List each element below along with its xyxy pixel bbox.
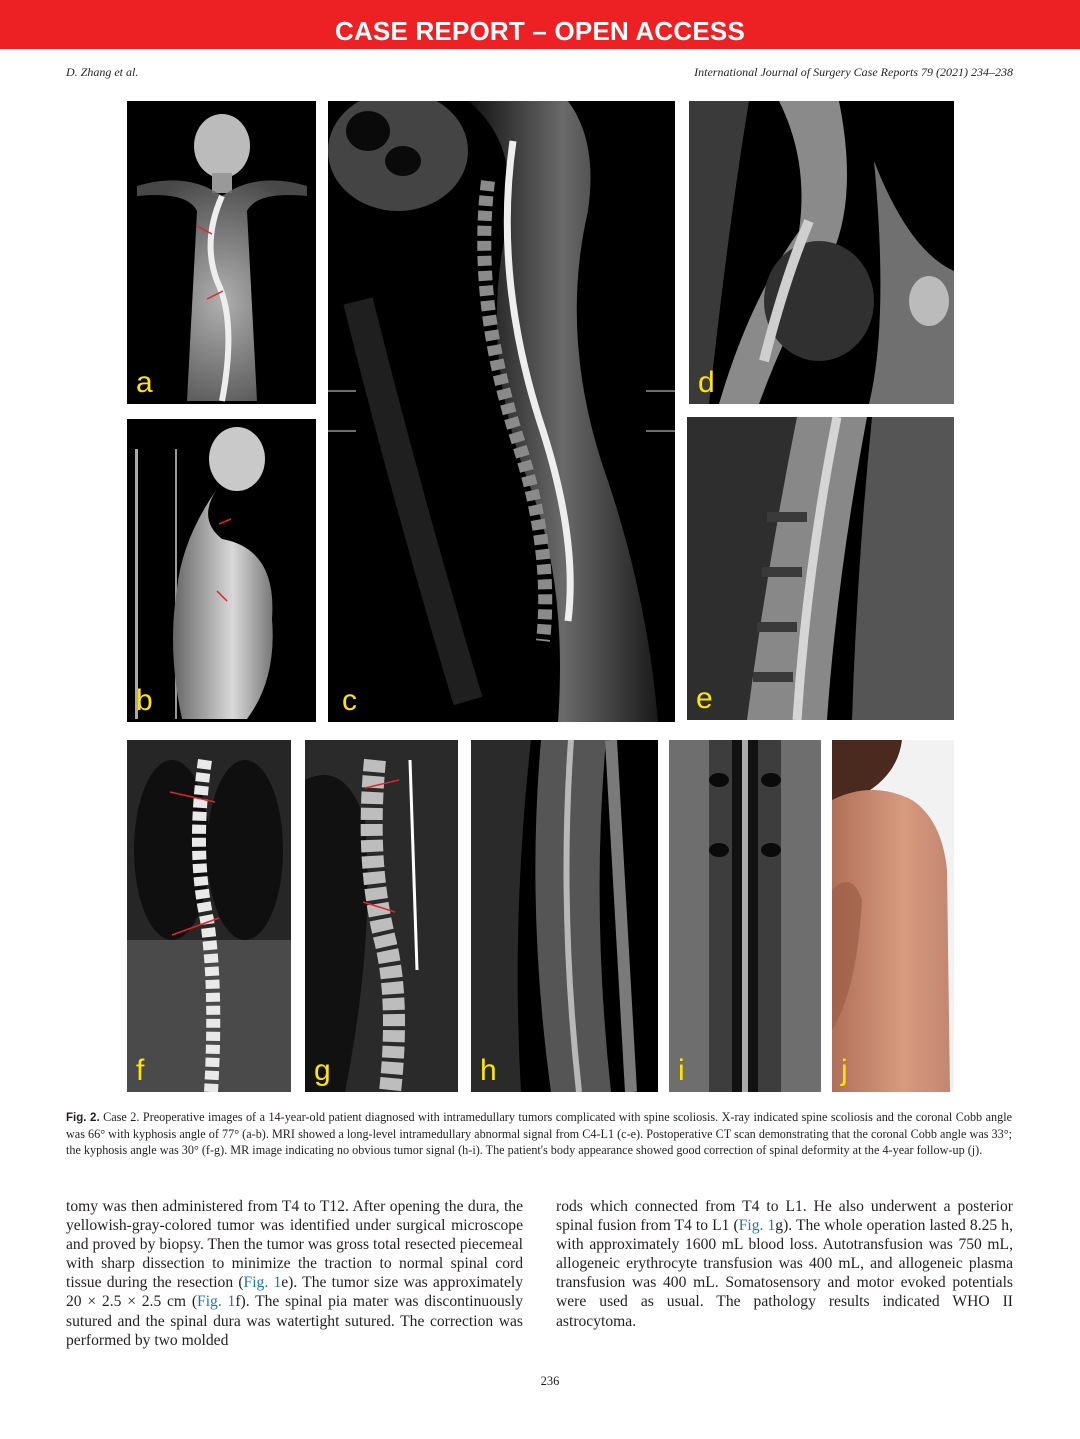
mri-sagittal-enhanced-image [687, 417, 954, 720]
figure-link[interactable]: Fig. 1 [197, 1293, 236, 1311]
figure-panel-d [689, 101, 954, 404]
panel-label: g [314, 1054, 331, 1087]
figure-panel-h [471, 740, 658, 1092]
figure-panel-e [687, 417, 954, 720]
figure-panel-j [832, 740, 954, 1092]
running-head-authors: D. Zhang et al. [66, 65, 139, 79]
panel-label: f [136, 1054, 145, 1087]
figure-panel-i [669, 740, 821, 1092]
panel-label: d [698, 366, 715, 399]
photo-back-image [832, 740, 954, 1092]
ct-coronal-image [127, 740, 291, 1092]
figure-caption [66, 1109, 1012, 1158]
panel-label: c [342, 684, 357, 717]
body-column-right [556, 1197, 1013, 1331]
figure-panel-c [328, 101, 675, 722]
figure-link[interactable]: Fig. 1 [738, 1217, 776, 1235]
caption-label: Fig. 2. [66, 1112, 100, 1124]
body-text: f). The spinal pia mater was discontinuously sutured and the spinal dura was watertight sutured. The correction was performed by two molded [66, 1293, 523, 1349]
mri-coronal-post-image [669, 740, 821, 1092]
figure-panel-a [127, 101, 316, 404]
body-text: g). The whole operation lasted 8.25 h, with approximately 1600 mL blood loss. Autotransfusion was 750 mL, allogeneic erythrocyte transfusion was 400 mL, and allogeneic plasma transfusion was 400 mL. Somatosensory and motor evoked potentials were used as usual. The pathology results indicated WHO II astrocytoma. [556, 1217, 1013, 1330]
ct-sagittal-image [305, 740, 458, 1092]
xray-sagittal-image [127, 419, 316, 722]
panel-label: a [136, 366, 153, 399]
xray-coronal-image [127, 101, 316, 404]
body-text: tomy was then administered from T4 to T12. After opening the dura, the yellowish-gray-colored tumor was identified under surgical microscope and proved by biopsy. Then the tumor was gross total resected piecemeal with sharp dissection to minimize the traction to normal spinal cord tissue during the resection ( [66, 1198, 523, 1292]
journal-banner: CASE REPORT – OPEN ACCESS [0, 0, 1080, 49]
mri-sagittal-full-image [328, 101, 675, 722]
running-head-journal: International Journal of Surgery Case Reports 79 (2021) 234–238 [694, 65, 1013, 79]
panel-label: b [136, 684, 153, 717]
body-text: rods which connected from T4 to L1. He also underwent a posterior spinal fusion from T4 to L1 ( [556, 1198, 1013, 1235]
figure-panel-f [127, 740, 291, 1092]
panel-label: h [480, 1054, 497, 1087]
panel-label: i [678, 1054, 685, 1087]
panel-label: e [696, 682, 713, 715]
body-column-left [66, 1197, 523, 1350]
page-number: 236 [540, 1374, 560, 1388]
mri-sagittal-post-image [471, 740, 658, 1092]
mri-coronal-image [689, 101, 954, 404]
figure-link[interactable]: Fig. 1 [243, 1274, 282, 1292]
panel-label: j [841, 1054, 848, 1087]
figure-panel-b [127, 419, 316, 722]
figure-panel-g [305, 740, 458, 1092]
body-text: e). The tumor size was approximately 20 × 2.5 × 2.5 cm ( [66, 1274, 524, 1311]
caption-text: Case 2. Preoperative images of a 14-year-old patient diagnosed with intramedullary tumors complicated with spine scoliosis. X-ray indicated spine scoliosis and the coronal Cobb angle was 66° with kyphosis angle of 77° (a-b). MRI showed a long-level intramedullary abnormal signal from C4-L1 (c-e). Postoperative CT scan demonstrating that the coronal Cobb angle was 33°; the kyphosis angle was 30° (f-g). MR image indicating no obvious tumor signal (h-i). The patient's body appearance showed good correction of spinal deformity at the 4-year follow-up (j). [66, 1110, 1012, 1157]
